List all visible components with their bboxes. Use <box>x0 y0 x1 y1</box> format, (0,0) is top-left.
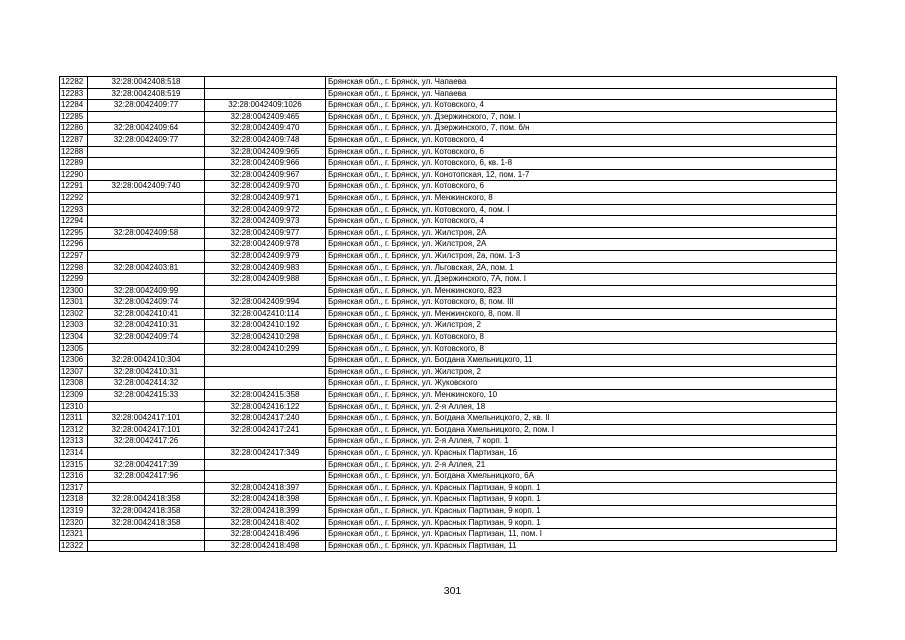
address-cell: Брянская обл., г. Брянск, ул. Жуковского <box>326 378 837 390</box>
cadastral-number-1-cell: 32:28:0042403:81 <box>88 263 205 275</box>
cadastral-number-2-cell <box>205 378 326 390</box>
row-number-cell: 12289 <box>60 158 88 170</box>
address-cell: Брянская обл., г. Брянск, ул. Котовского, 8 <box>326 344 837 356</box>
cadastral-number-2-cell: 32:28:0042418:496 <box>205 529 326 541</box>
cadastral-number-1-cell <box>88 170 205 182</box>
cadastral-number-1-cell: 32:28:0042418:358 <box>88 518 205 530</box>
cadastral-number-2-cell: 32:28:0042409:979 <box>205 251 326 263</box>
address-cell: Брянская обл., г. Брянск, ул. Жилстроя, 2 <box>326 320 837 332</box>
address-cell: Брянская обл., г. Брянск, ул. 2-я Аллея, 21 <box>326 460 837 472</box>
cadastral-number-2-cell <box>205 286 326 298</box>
cadastral-number-1-cell: 32:28:0042409:77 <box>88 100 205 112</box>
address-cell: Брянская обл., г. Брянск, ул. Красных Партизан, 11 <box>326 541 837 553</box>
address-cell: Брянская обл., г. Брянск, ул. Красных Партизан, 16 <box>326 448 837 460</box>
address-cell: Брянская обл., г. Брянск, ул. Дзержинского, 7, пом. I <box>326 112 837 124</box>
row-number-cell: 12302 <box>60 309 88 321</box>
row-number-cell: 12300 <box>60 286 88 298</box>
cadastral-number-1-cell: 32:28:0042410:31 <box>88 367 205 379</box>
address-cell: Брянская обл., г. Брянск, ул. Красных Партизан, 11, пом. I <box>326 529 837 541</box>
row-number-cell: 12322 <box>60 541 88 553</box>
address-cell: Брянская обл., г. Брянск, ул. Льговская, 2А, пом. 1 <box>326 263 837 275</box>
address-cell: Брянская обл., г. Брянск, ул. Богдана Хмельницкого, 2, пом. I <box>326 425 837 437</box>
row-number-cell: 12319 <box>60 506 88 518</box>
cadastral-number-1-cell: 32:28:0042414:32 <box>88 378 205 390</box>
row-number-cell: 12299 <box>60 274 88 286</box>
row-number-cell: 12283 <box>60 89 88 101</box>
row-number-cell: 12303 <box>60 320 88 332</box>
cadastral-number-2-cell <box>205 367 326 379</box>
cadastral-number-2-cell: 32:28:0042417:240 <box>205 413 326 425</box>
row-number-cell: 12288 <box>60 147 88 159</box>
address-cell: Брянская обл., г. Брянск, ул. Котовского, 8, пом. III <box>326 297 837 309</box>
row-number-cell: 12293 <box>60 205 88 217</box>
row-number-cell: 12297 <box>60 251 88 263</box>
cadastral-number-1-cell <box>88 344 205 356</box>
cadastral-number-2-cell: 32:28:0042409:994 <box>205 297 326 309</box>
cadastral-number-2-cell: 32:28:0042418:398 <box>205 494 326 506</box>
cadastral-number-2-cell: 32:28:0042410:192 <box>205 320 326 332</box>
row-number-cell: 12296 <box>60 239 88 251</box>
row-number-cell: 12282 <box>60 77 88 89</box>
cadastral-number-2-cell: 32:28:0042409:1026 <box>205 100 326 112</box>
cadastral-number-2-cell: 32:28:0042417:241 <box>205 425 326 437</box>
address-cell: Брянская обл., г. Брянск, ул. Менжинского, 10 <box>326 390 837 402</box>
cadastral-number-1-cell <box>88 239 205 251</box>
address-cell: Брянская обл., г. Брянск, ул. Богдана Хмельницкого, 11 <box>326 355 837 367</box>
address-cell: Брянская обл., г. Брянск, ул. Конотопская, 12, пом. 1-7 <box>326 170 837 182</box>
cadastral-number-2-cell: 32:28:0042409:977 <box>205 228 326 240</box>
cadastral-number-2-cell: 32:28:0042409:965 <box>205 147 326 159</box>
row-number-cell: 12313 <box>60 436 88 448</box>
cadastral-number-2-cell: 32:28:0042418:397 <box>205 483 326 495</box>
cadastral-number-1-cell: 32:28:0042410:41 <box>88 309 205 321</box>
cadastral-number-1-cell: 32:28:0042418:358 <box>88 506 205 518</box>
row-number-cell: 12284 <box>60 100 88 112</box>
address-cell: Брянская обл., г. Брянск, ул. 2-я Аллея, 7 корп. 1 <box>326 436 837 448</box>
cadastral-number-2-cell: 32:28:0042418:399 <box>205 506 326 518</box>
cadastral-number-1-cell <box>88 541 205 553</box>
row-number-cell: 12307 <box>60 367 88 379</box>
cadastral-number-1-cell <box>88 274 205 286</box>
cadastral-number-2-cell: 32:28:0042409:983 <box>205 263 326 275</box>
address-cell: Брянская обл., г. Брянск, ул. Жилстроя, 2А <box>326 239 837 251</box>
cadastral-number-2-cell <box>205 471 326 483</box>
cadastral-number-1-cell <box>88 251 205 263</box>
address-cell: Брянская обл., г. Брянск, ул. Менжинского, 823 <box>326 286 837 298</box>
cadastral-number-2-cell: 32:28:0042409:973 <box>205 216 326 228</box>
address-cell: Брянская обл., г. Брянск, ул. Котовского, 6, кв. 1-8 <box>326 158 837 170</box>
row-number-cell: 12312 <box>60 425 88 437</box>
cadastral-number-2-cell: 32:28:0042410:299 <box>205 344 326 356</box>
row-number-cell: 12309 <box>60 390 88 402</box>
address-cell: Брянская обл., г. Брянск, ул. Красных Партизан, 9 корп. 1 <box>326 518 837 530</box>
cadastral-number-1-cell: 32:28:0042418:358 <box>88 494 205 506</box>
address-cell: Брянская обл., г. Брянск, ул. Котовского, 4, пом. I <box>326 205 837 217</box>
cadastral-number-1-cell: 32:28:0042408:518 <box>88 77 205 89</box>
cadastral-number-1-cell <box>88 205 205 217</box>
cadastral-number-1-cell: 32:28:0042409:740 <box>88 181 205 193</box>
row-number-cell: 12301 <box>60 297 88 309</box>
row-number-cell: 12317 <box>60 483 88 495</box>
cadastral-number-1-cell: 32:28:0042417:101 <box>88 425 205 437</box>
cadastral-number-2-cell: 32:28:0042409:967 <box>205 170 326 182</box>
row-number-cell: 12291 <box>60 181 88 193</box>
cadastral-number-1-cell: 32:28:0042409:74 <box>88 297 205 309</box>
cadastral-number-1-cell <box>88 448 205 460</box>
address-cell: Брянская обл., г. Брянск, ул. Менжинского, 8, пом. II <box>326 309 837 321</box>
cadastral-number-2-cell <box>205 460 326 472</box>
cadastral-number-2-cell: 32:28:0042409:470 <box>205 123 326 135</box>
cadastral-number-1-cell: 32:28:0042409:64 <box>88 123 205 135</box>
cadastral-number-2-cell: 32:28:0042415:358 <box>205 390 326 402</box>
cadastral-number-2-cell: 32:28:0042417:349 <box>205 448 326 460</box>
address-cell: Брянская обл., г. Брянск, ул. Чапаева <box>326 77 837 89</box>
address-cell: Брянская обл., г. Брянск, ул. Котовского, 4 <box>326 100 837 112</box>
row-number-cell: 12321 <box>60 529 88 541</box>
address-cell: Брянская обл., г. Брянск, ул. Богдана Хмельницкого, 2, кв. II <box>326 413 837 425</box>
cadastral-number-1-cell: 32:28:0042417:26 <box>88 436 205 448</box>
row-number-cell: 12294 <box>60 216 88 228</box>
row-number-cell: 12316 <box>60 471 88 483</box>
row-number-cell: 12298 <box>60 263 88 275</box>
cadastral-number-1-cell <box>88 529 205 541</box>
cadastral-number-2-cell <box>205 89 326 101</box>
address-cell: Брянская обл., г. Брянск, ул. Дзержинского, 7А, пом. I <box>326 274 837 286</box>
address-cell: Брянская обл., г. Брянск, ул. Жилстроя, 2а, пом. 1-3 <box>326 251 837 263</box>
cadastral-number-1-cell: 32:28:0042409:58 <box>88 228 205 240</box>
row-number-cell: 12311 <box>60 413 88 425</box>
cadastral-number-2-cell: 32:28:0042418:402 <box>205 518 326 530</box>
address-cell: Брянская обл., г. Брянск, ул. Менжинского, 8 <box>326 193 837 205</box>
cadastral-number-1-cell: 32:28:0042410:31 <box>88 320 205 332</box>
address-cell: Брянская обл., г. Брянск, ул. Котовского, 8 <box>326 332 837 344</box>
address-cell: Брянская обл., г. Брянск, ул. Чапаева <box>326 89 837 101</box>
cadastral-number-2-cell: 32:28:0042409:465 <box>205 112 326 124</box>
address-cell: Брянская обл., г. Брянск, ул. Котовского, 6 <box>326 181 837 193</box>
cadastral-number-2-cell <box>205 436 326 448</box>
row-number-cell: 12308 <box>60 378 88 390</box>
row-number-cell: 12285 <box>60 112 88 124</box>
cadastral-number-1-cell: 32:28:0042409:74 <box>88 332 205 344</box>
cadastral-number-1-cell: 32:28:0042417:96 <box>88 471 205 483</box>
cadastral-number-1-cell <box>88 216 205 228</box>
cadastral-number-1-cell <box>88 402 205 414</box>
cadastral-number-2-cell <box>205 77 326 89</box>
cadastral-number-1-cell <box>88 193 205 205</box>
cadastral-number-1-cell <box>88 147 205 159</box>
address-cell: Брянская обл., г. Брянск, ул. Дзержинского, 7, пом. б/н <box>326 123 837 135</box>
cadastral-number-2-cell: 32:28:0042409:978 <box>205 239 326 251</box>
row-number-cell: 12304 <box>60 332 88 344</box>
cadastral-number-1-cell: 32:28:0042417:101 <box>88 413 205 425</box>
row-number-cell: 12314 <box>60 448 88 460</box>
cadastral-number-1-cell <box>88 112 205 124</box>
row-number-cell: 12320 <box>60 518 88 530</box>
cadastral-number-2-cell: 32:28:0042409:970 <box>205 181 326 193</box>
cadastral-number-1-cell: 32:28:0042409:77 <box>88 135 205 147</box>
cadastral-number-2-cell: 32:28:0042418:498 <box>205 541 326 553</box>
cadastral-number-2-cell <box>205 355 326 367</box>
cadastral-number-1-cell <box>88 483 205 495</box>
row-number-cell: 12305 <box>60 344 88 356</box>
row-number-cell: 12286 <box>60 123 88 135</box>
cadastral-number-2-cell: 32:28:0042409:972 <box>205 205 326 217</box>
data-table <box>59 76 837 552</box>
cadastral-number-2-cell: 32:28:0042409:748 <box>205 135 326 147</box>
address-cell: Брянская обл., г. Брянск, ул. Котовского, 4 <box>326 135 837 147</box>
cadastral-number-2-cell: 32:28:0042409:971 <box>205 193 326 205</box>
cadastral-number-1-cell: 32:28:0042409:99 <box>88 286 205 298</box>
row-number-cell: 12310 <box>60 402 88 414</box>
cadastral-number-1-cell <box>88 158 205 170</box>
cadastral-number-2-cell: 32:28:0042409:966 <box>205 158 326 170</box>
address-cell: Брянская обл., г. Брянск, ул. Котовского, 4 <box>326 216 837 228</box>
page-number: 301 <box>443 585 462 597</box>
address-cell: Брянская обл., г. Брянск, ул. Жилстроя, 2А <box>326 228 837 240</box>
cadastral-number-1-cell: 32:28:0042415:33 <box>88 390 205 402</box>
cadastral-number-1-cell: 32:28:0042408:519 <box>88 89 205 101</box>
row-number-cell: 12306 <box>60 355 88 367</box>
row-number-cell: 12292 <box>60 193 88 205</box>
cadastral-number-1-cell: 32:28:0042410:304 <box>88 355 205 367</box>
address-cell: Брянская обл., г. Брянск, ул. Красных Партизан, 9 корп. 1 <box>326 483 837 495</box>
cadastral-number-2-cell: 32:28:0042410:114 <box>205 309 326 321</box>
cadastral-number-2-cell: 32:28:0042409:988 <box>205 274 326 286</box>
address-cell: Брянская обл., г. Брянск, ул. Котовского, 6 <box>326 147 837 159</box>
row-number-cell: 12287 <box>60 135 88 147</box>
address-cell: Брянская обл., г. Брянск, ул. Красных Партизан, 9 корп. 1 <box>326 494 837 506</box>
row-number-cell: 12295 <box>60 228 88 240</box>
address-cell: Брянская обл., г. Брянск, ул. Жилстроя, 2 <box>326 367 837 379</box>
cadastral-number-2-cell: 32:28:0042416:122 <box>205 402 326 414</box>
row-number-cell: 12315 <box>60 460 88 472</box>
address-cell: Брянская обл., г. Брянск, ул. Красных Партизан, 9 корп. 1 <box>326 506 837 518</box>
address-cell: Брянская обл., г. Брянск, ул. Богдана Хмельницкого, 6А <box>326 471 837 483</box>
address-cell: Брянская обл., г. Брянск, ул. 2-я Аллея, 18 <box>326 402 837 414</box>
row-number-cell: 12318 <box>60 494 88 506</box>
row-number-cell: 12290 <box>60 170 88 182</box>
cadastral-number-2-cell: 32:28:0042410:298 <box>205 332 326 344</box>
cadastral-number-1-cell: 32:28:0042417:39 <box>88 460 205 472</box>
